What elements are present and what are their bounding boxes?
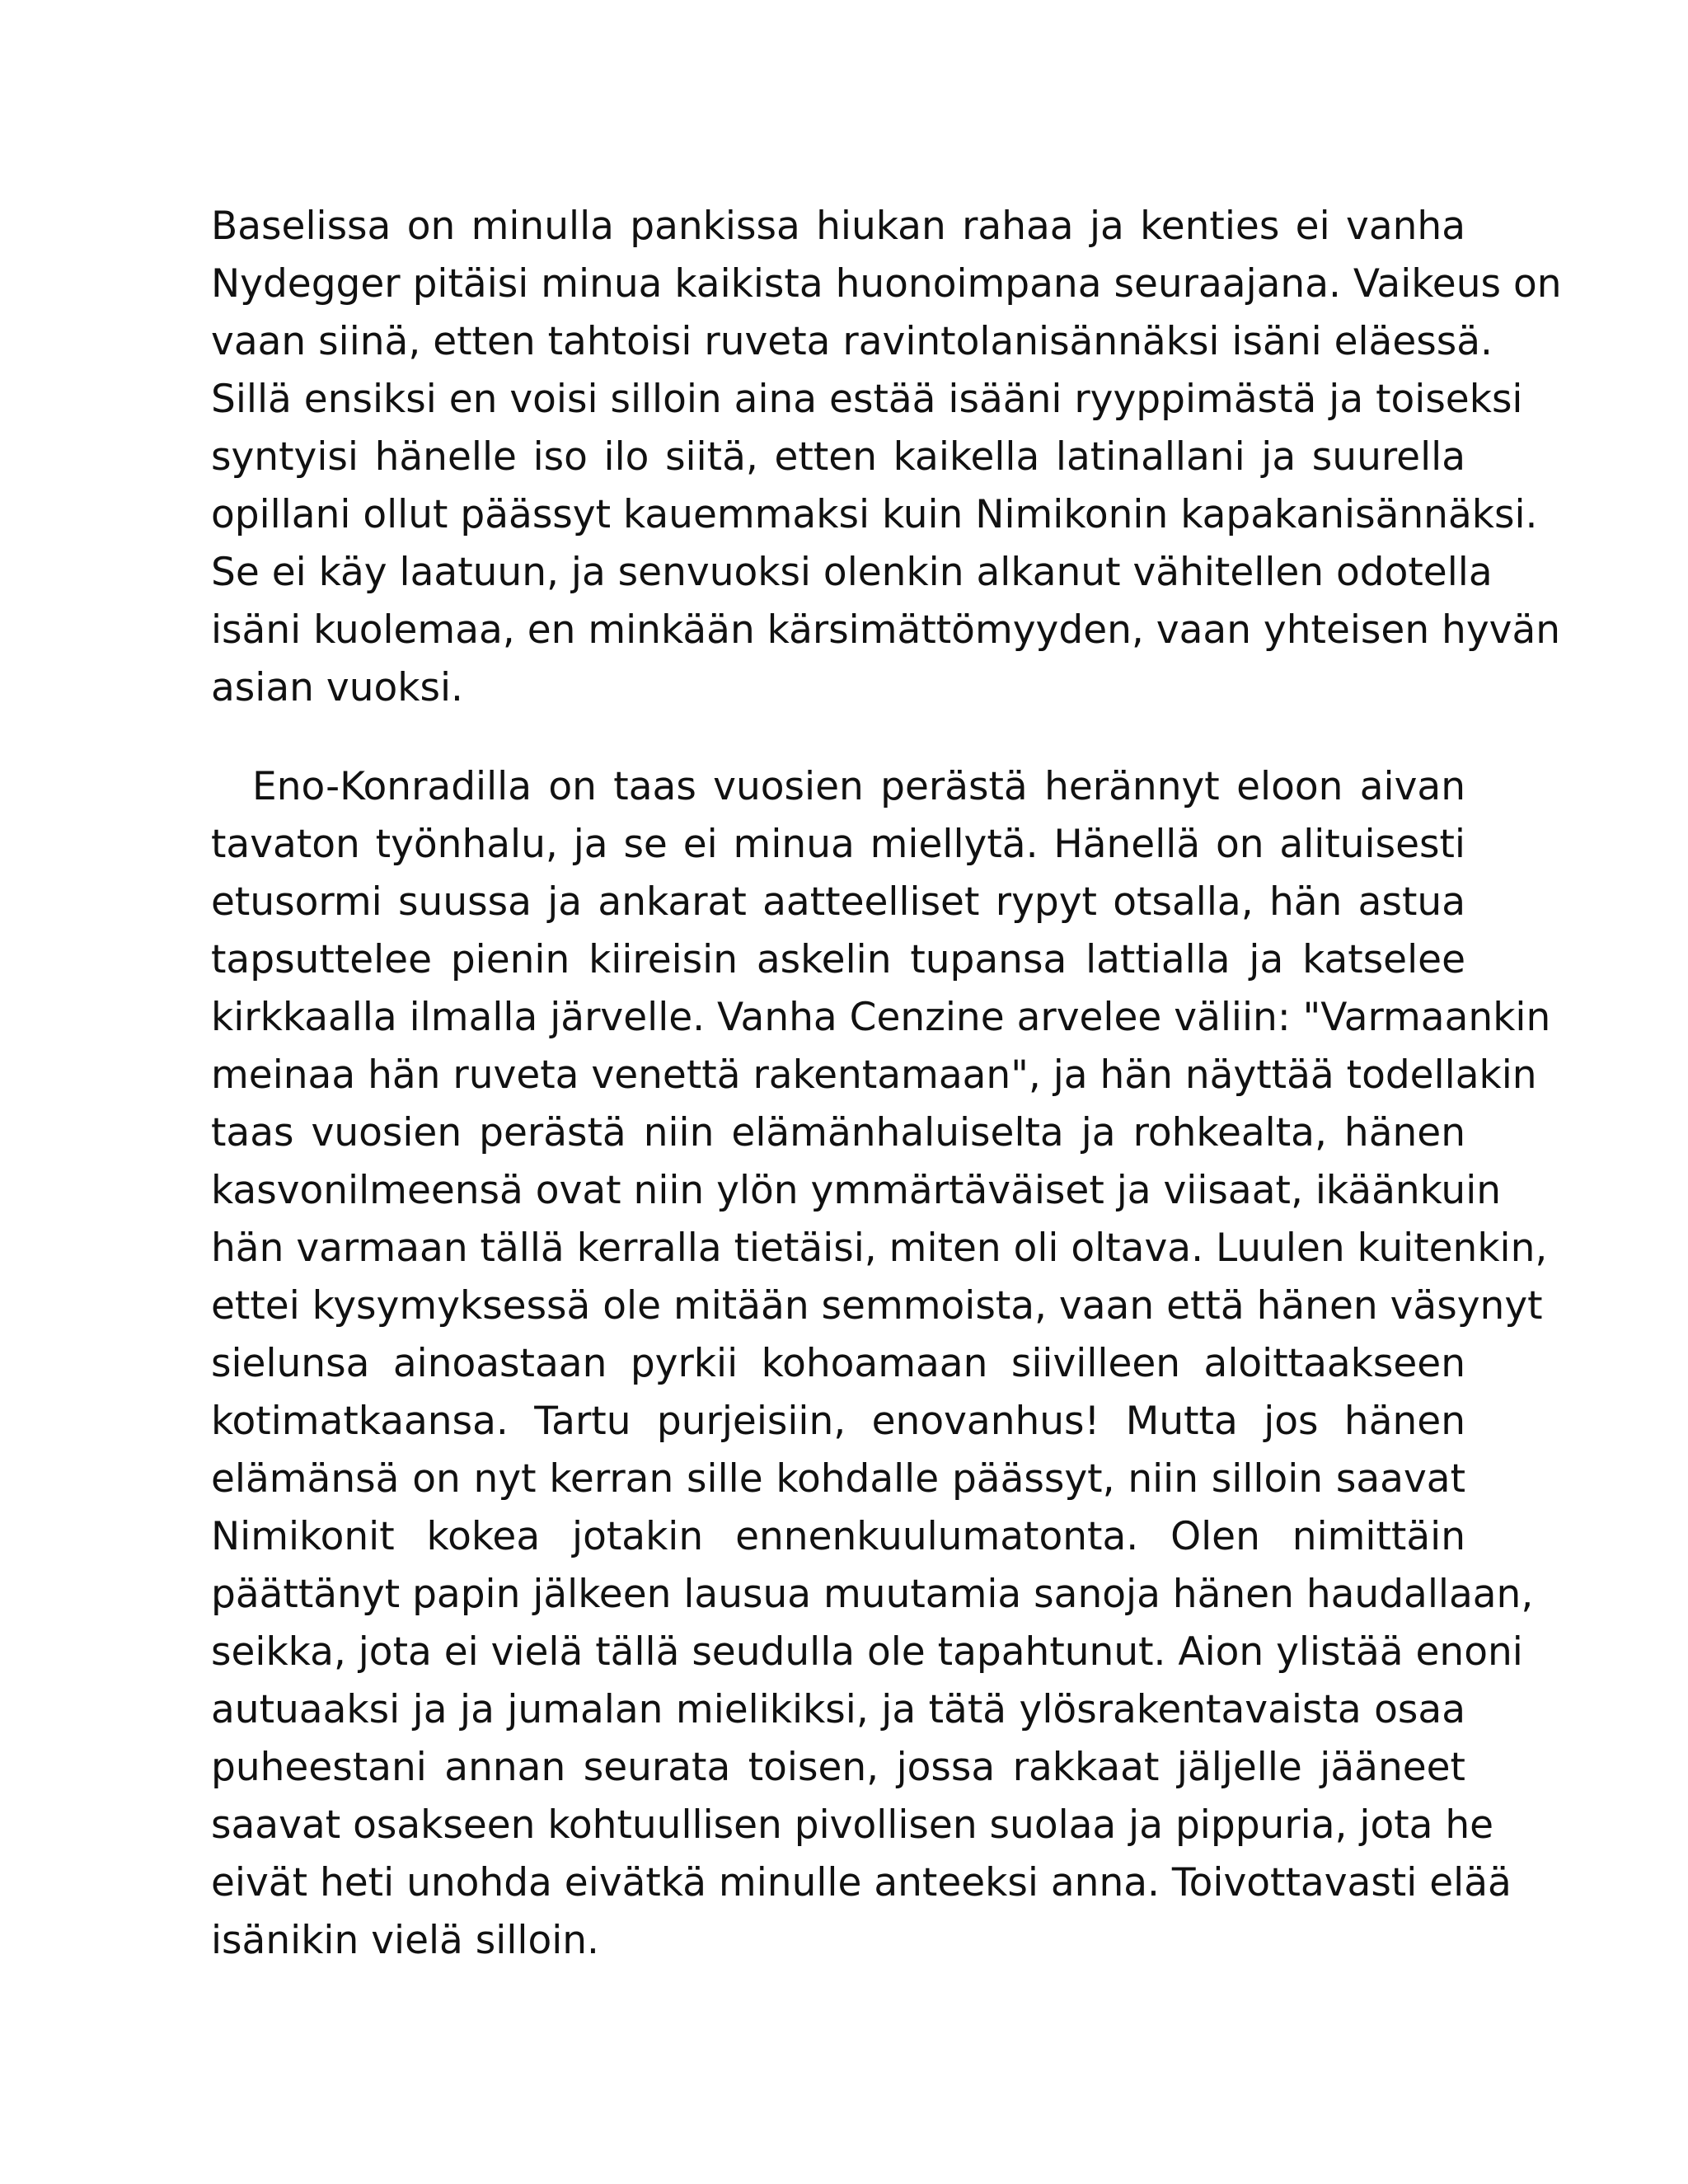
text-line: saavat osakseen kohtuullisen pivollisen suolaa ja pippuria, jota he xyxy=(211,1802,1494,1848)
text-line: tavaton työnhalu, ja se ei minua miellytä. Hänellä on alituisesti xyxy=(211,822,1465,867)
text-line: isäni kuolemaa, en minkään kärsimättömyyden, vaan yhteisen hyvän xyxy=(211,607,1561,653)
text-line: taas vuosien perästä niin elämänhaluiselta ja rohkealta, hänen xyxy=(211,1110,1465,1155)
text-line: Baselissa on minulla pankissa hiukan rahaa ja kenties ei vanha xyxy=(211,204,1465,249)
text-line: tapsuttelee pienin kiireisin askelin tupansa lattialla ja katselee xyxy=(211,937,1465,982)
text-line: eivät heti unohda eivätkä minulle anteeksi anna. Toivottavasti elää xyxy=(211,1860,1512,1905)
text-line: Se ei käy laatuun, ja senvuoksi olenkin alkanut vähitellen odotella xyxy=(211,550,1493,595)
text-line: Nydegger pitäisi minua kaikista huonoimpana seuraajana. Vaikeus on xyxy=(211,261,1562,307)
text-line: Sillä ensiksi en voisi silloin aina estää isääni ryyppimästä ja toiseksi xyxy=(211,377,1523,422)
text-line: etusormi suussa ja ankarat aatteelliset rypyt otsalla, hän astua xyxy=(211,879,1465,925)
paragraph-1 xyxy=(211,198,1562,717)
text-line: kotimatkaansa. Tartu purjeisiin, enovanhus! Mutta jos hänen xyxy=(211,1399,1465,1444)
text-line: puheestani annan seurata toisen, jossa rakkaat jäljelle jääneet xyxy=(211,1745,1465,1790)
text-line: Eno-Konradilla on taas vuosien perästä herännyt eloon aivan xyxy=(252,764,1465,809)
text-line: kirkkaalla ilmalla järvelle. Vanha Cenzine arvelee väliin: "Varmaankin xyxy=(211,995,1551,1040)
text-line: ettei kysymyksessä ole mitään semmoista, vaan että hänen väsynyt xyxy=(211,1283,1543,1329)
text-line: elämänsä on nyt kerran sille kohdalle päässyt, niin silloin saavat xyxy=(211,1456,1465,1502)
text-line: kasvonilmeensä ovat niin ylön ymmärtäväiset ja viisaat, ikäänkuin xyxy=(211,1168,1502,1213)
text-line: seikka, jota ei vielä tällä seudulla ole tapahtunut. Aion ylistää enoni xyxy=(211,1629,1523,1675)
text-line: syntyisi hänelle iso ilo siitä, etten kaikella latinallani ja suurella xyxy=(211,434,1465,480)
paragraph-2 xyxy=(211,758,1551,1970)
text-line: opillani ollut päässyt kauemmaksi kuin Nimikonin kapakanisännäksi. xyxy=(211,492,1538,537)
text-line: vaan siinä, etten tahtoisi ruveta ravintolanisännäksi isäni eläessä. xyxy=(211,319,1493,364)
text-line: Nimikonit kokea jotakin ennenkuulumatonta. Olen nimittäin xyxy=(211,1514,1465,1559)
text-line: päättänyt papin jälkeen lausua muutamia sanoja hänen haudallaan, xyxy=(211,1572,1534,1617)
text-line: isänikin vielä silloin. xyxy=(211,1918,599,1963)
text-line: meinaa hän ruveta venettä rakentamaan", ja hän näyttää todellakin xyxy=(211,1052,1537,1098)
text-line: autuaaksi ja ja jumalan mielikiksi, ja tätä ylösrakentavaista osaa xyxy=(211,1687,1465,1732)
text-line: hän varmaan tällä kerralla tietäisi, miten oli oltava. Luulen kuitenkin, xyxy=(211,1226,1548,1271)
text-line: asian vuoksi. xyxy=(211,665,463,710)
text-line: sielunsa ainoastaan pyrkii kohoamaan siivilleen aloittaakseen xyxy=(211,1341,1465,1386)
